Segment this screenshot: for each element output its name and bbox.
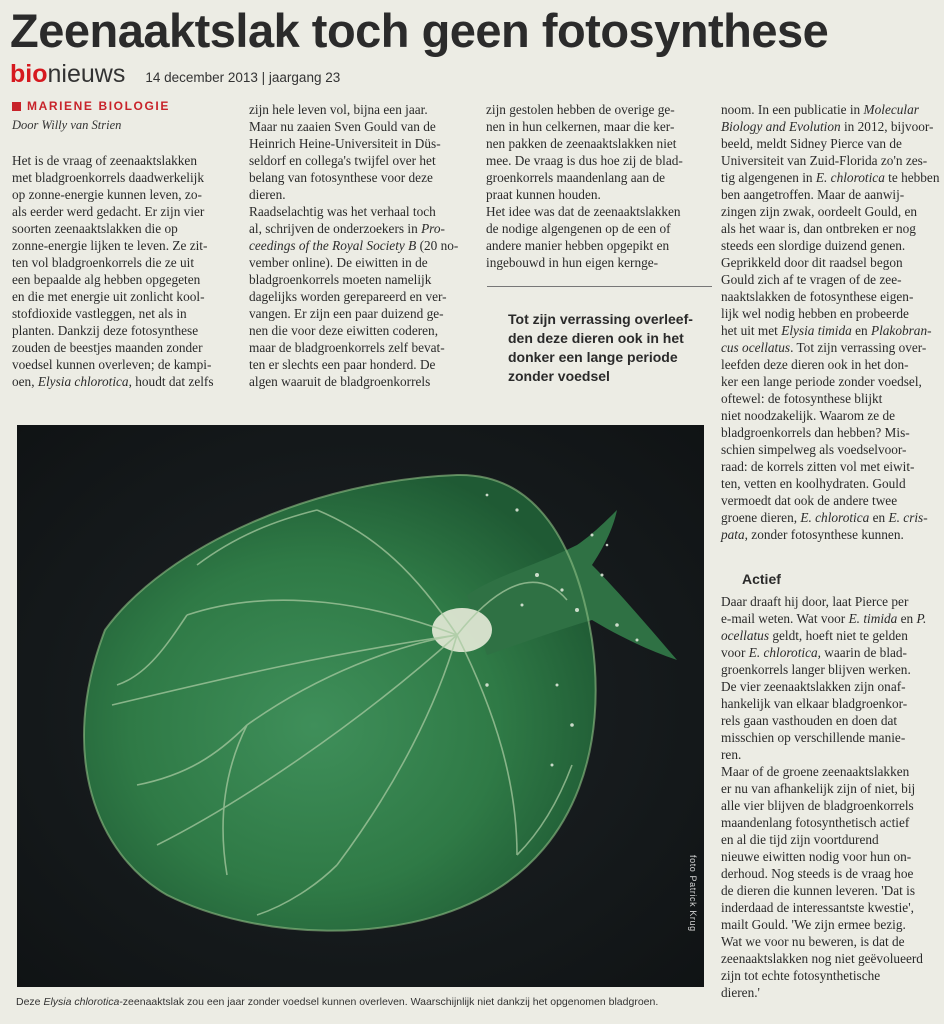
page-title: Zeenaaktslak toch geen fotosynthese — [10, 4, 829, 57]
photo-caption: Deze Elysia chlorotica-zeenaaktslak zou een jaar zonder voedsel kunnen overleven. Waarschijnlijk niet dankzij het opgenomen bladgroen. — [16, 996, 659, 1008]
byline: Door Willy van Strien — [12, 118, 122, 132]
brand-logo: bionieuws — [10, 60, 126, 88]
sea-slug-photo — [17, 425, 704, 987]
rubric-square-icon — [12, 102, 21, 111]
sea-slug-illustration — [17, 425, 704, 987]
pullquote-divider — [487, 286, 712, 287]
article-column-4: noom. In een publicatie in Molecular Biology and Evolution in 2012, bijvoor- beeld, meldt Sidney Pierce van de Universiteit van Zuid-Florida zo'n zes- tig algengenen in E. chlorotica te hebben ben aangetroffen. Maar de aanwij- zingen zijn zwak, oordeelt Gould, en als het waar is, dan ontbreken er nog steeds een slordige duizend genen. Geprikkeld door dit raadsel begon Gould zich af te vragen of de zee- naaktslakken de fotosynthese eigen- lijk wel nodig hebben en probeerde het uit met Elysia timida en Plakobran- cus ocellatus. Tot zijn verrassing over- leefden deze dieren ook in het don- ker een lange periode zonder voedsel, oftewel: de fotosynthese blijkt niet noodzakelijk. Waarom ze de bladgroenkorrels dan hebben? Mis- schien simpelweg als voedselvoor- raad: de korrels zitten vol met eiwit- ten, vetten en koolhydraten. Gould vermoedt dat ook de andere twee groene dieren, E. chlorotica en E. cris- pata, zonder fotosynthese kunnen. — [721, 102, 940, 542]
pullquote: Tot zijn verrassing overleef- den deze dieren ook in het donker een lange periode zonder voedsel — [508, 311, 693, 384]
article-column-2: zijn hele leven vol, bijna een jaar. Maar nu zaaien Sven Gould van de Heinrich Heine-Universiteit in Düs- seldorf en collega's twijfel over het belang van fotosynthese voor deze dieren. Raadselachtig was het verhaal toch al, schrijven de onderzoekers in Pro- ceedings of the Royal Society B (20 no- vember online). De eiwitten in de bladgroenkorrels moeten namelijk dagelijks worden gerepareerd en ver- vangen. Er zijn een paar duizend ge- nen die voor deze eiwitten coderen, maar de bladgroenkorrels zelf bevat- ten er slechts een paar honderd. De algen waaruit de bladgroenkorrels — [249, 102, 459, 389]
section-rubric: MARIENE BIOLOGIE — [12, 99, 170, 113]
article-column-4-continued: Daar draaft hij door, laat Pierce per e-mail weten. Wat voor E. timida en P. ocellatus geldt, hoeft niet te gelden voor E. chlorotica, waarin de blad- groenkorrels langer blijven werken. De vier zeenaaktslakken zijn onaf- hankelijk van elkaar bladgroenkor- rels gaan vasthouden en doen dat misschien op verschillende manie- ren. Maar of de groene zeenaaktslakken er nu van afhankelijk zijn of niet, bij alle vier blijven de bladgroenkorrels maandenlang fotosynthetisch actief en al die tijd zijn voortdurend nieuwe eiwitten nodig voor hun on- derhoud. Nog steeds is de vraag hoe de dieren die kunnen leveren. 'Dat is inderdaad de interessantste kwestie', mailt Gould. 'We zijn ermee bezig. Wat we voor nu beweren, is dat de zeenaaktslakken nog niet geëvolueerd zijn tot echte fotosynthetische dieren.' — [721, 594, 927, 1000]
dateline: 14 december 2013 | jaargang 23 — [145, 70, 341, 85]
masthead — [10, 60, 340, 92]
article-column-1: Het is de vraag of zeenaaktslakken met bladgroenkorrels daadwerkelijk op zonne-energie kunnen leven, zo- als eerder werd gedacht. Er zijn vier soorten zeenaaktslakken die op zonne-energie lijken te leven. Ze zit- ten vol bladgroenkorrels die ze uit een bepaalde alg hebben opgegeten en die met energie uit zonlicht kool- stofdioxide vastleggen, net als in planten. Dankzij deze fotosynthese zouden de beestjes maanden zonder voedsel kunnen overleven; de kampi- oen, Elysia chlorotica, houdt dat zelfs — [12, 153, 214, 389]
photo-credit: foto Patrick Krug — [688, 855, 698, 932]
subheading-actief: Actief — [742, 571, 781, 587]
article-column-3: zijn gestolen hebben de overige ge- nen in hun celkernen, maar die ker- nen pakken de zeenaaktslakken niet mee. De vraag is dus hoe zij de blad- groenkorrels maandenlang aan de praat kunnen houden. Het idee was dat de zeenaaktslakken de nodige algengenen op de een of andere manier hebben opgepikt en ingebouwd in hun eigen kernge- — [486, 102, 683, 270]
